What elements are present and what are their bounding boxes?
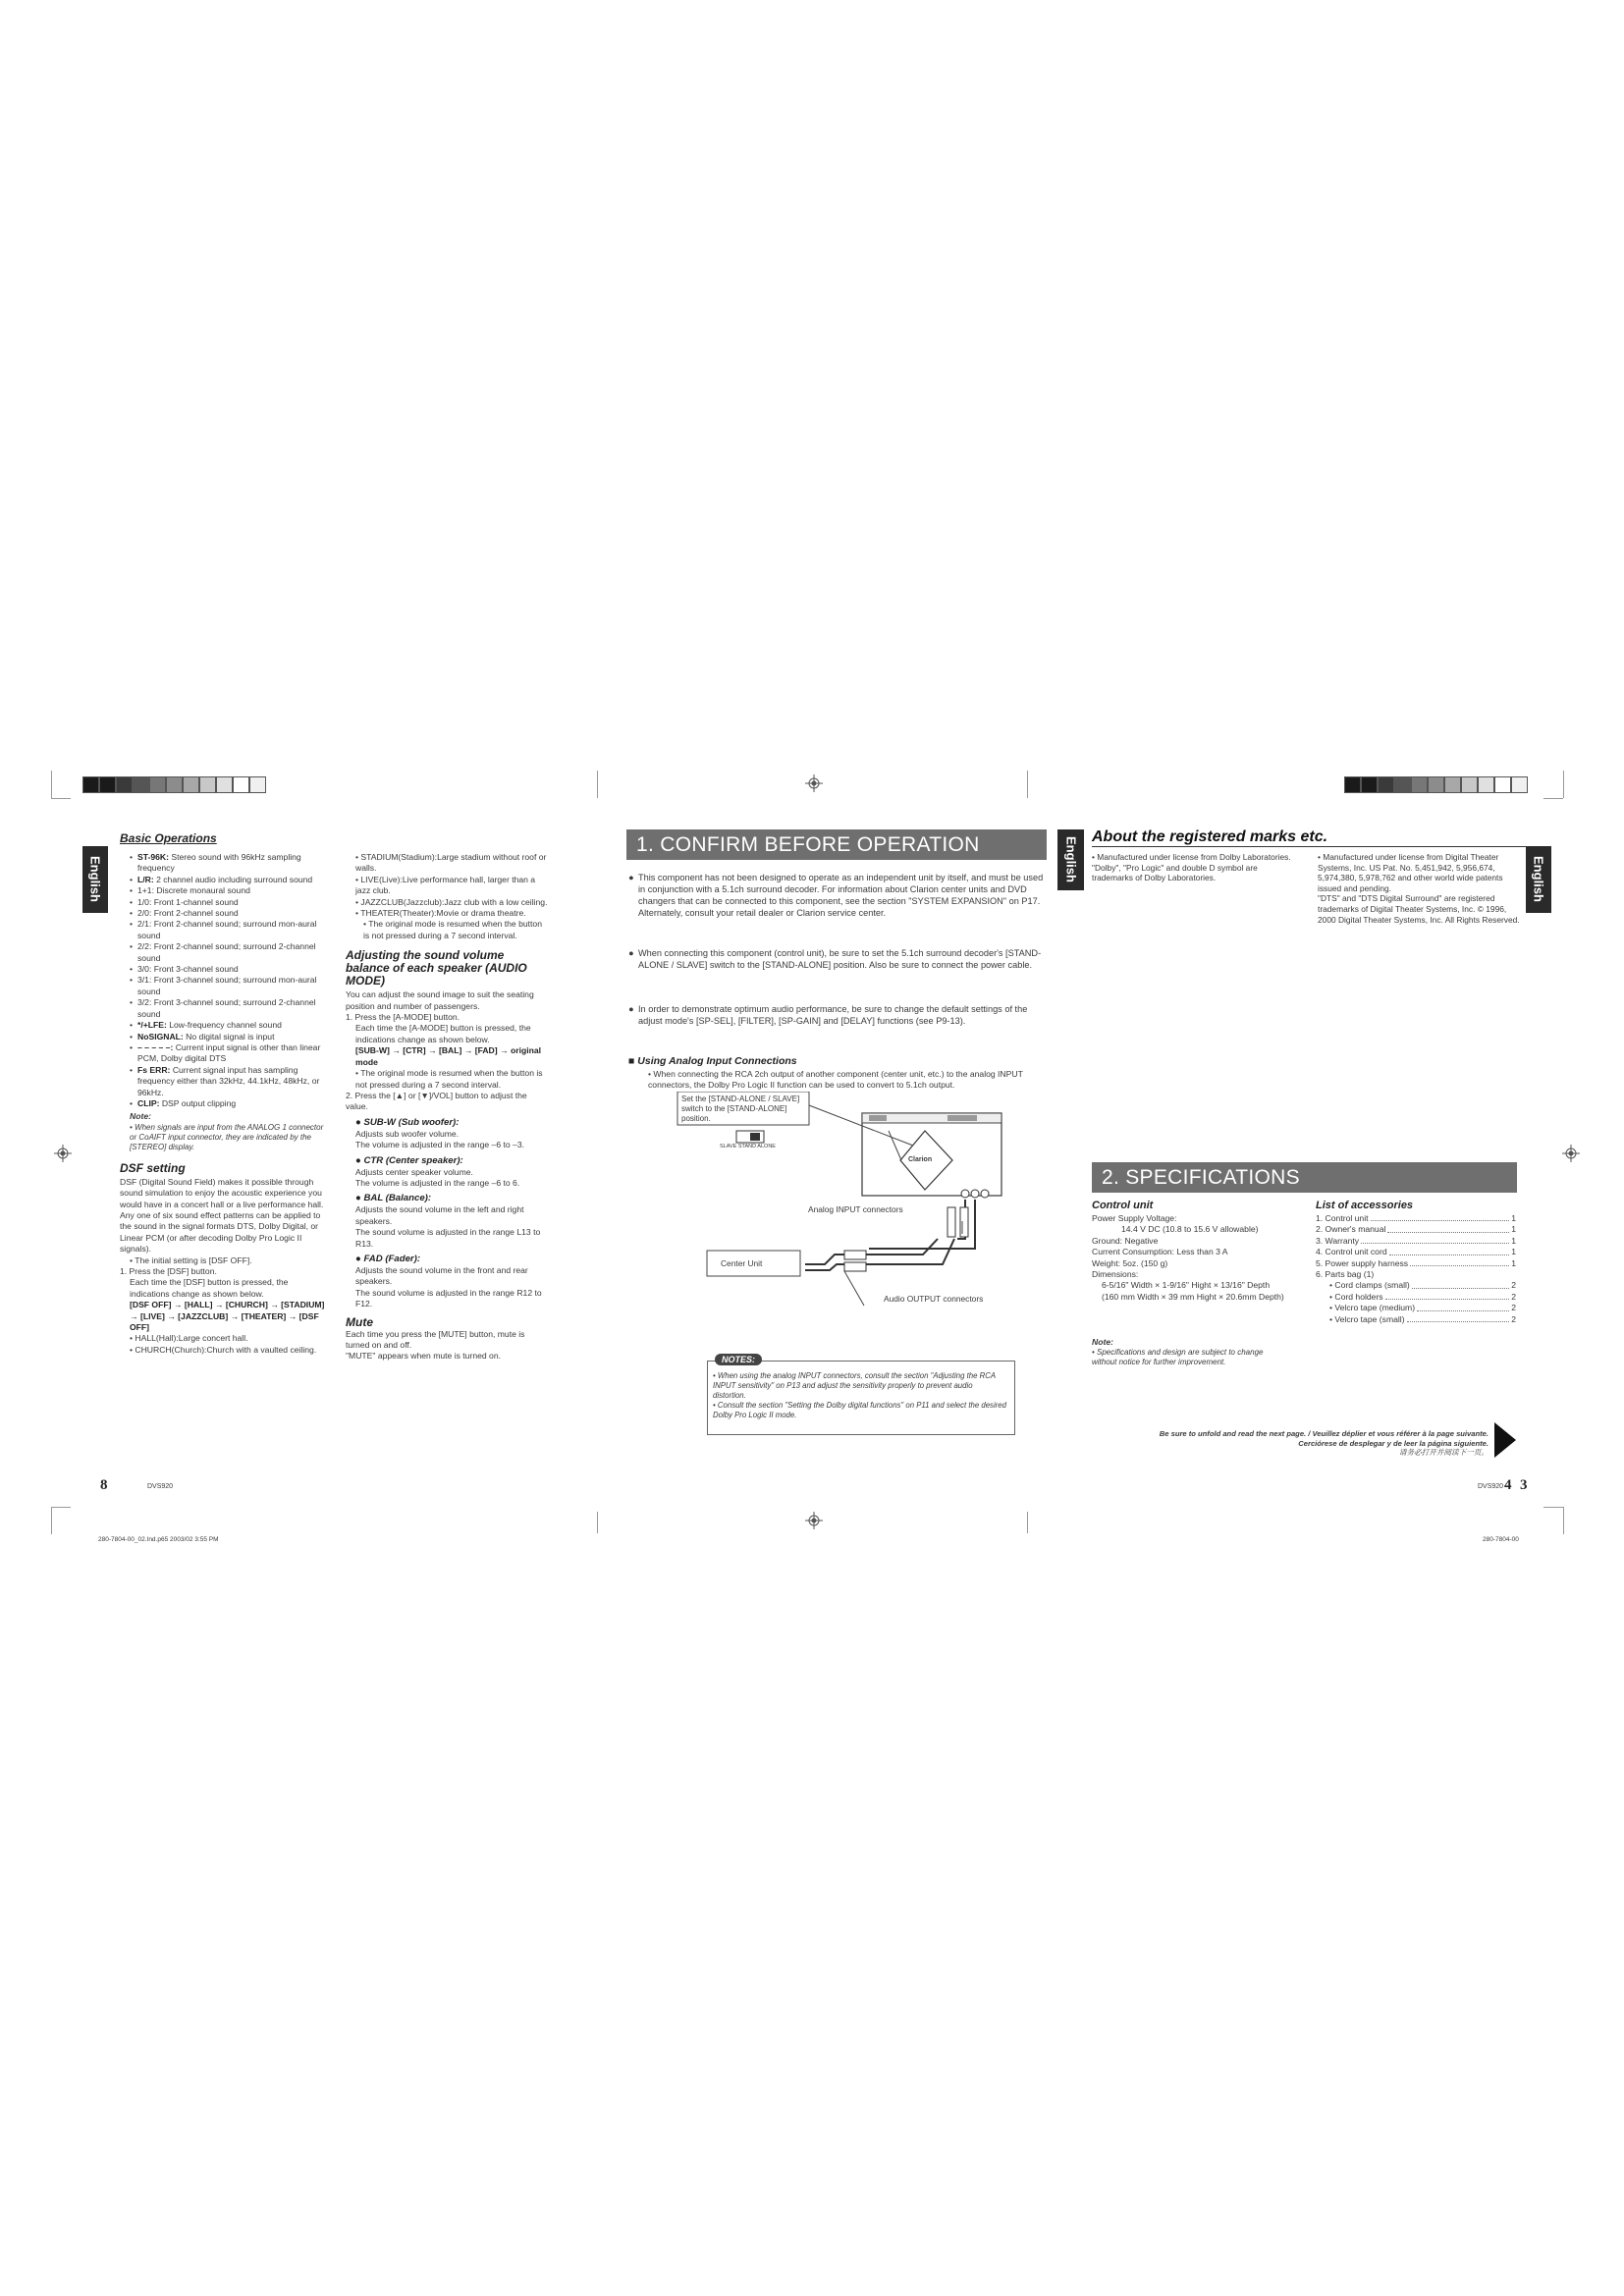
control-unit-specs [1092,1213,1298,1303]
registered-marks-title: About the registered marks etc. [1092,828,1328,845]
dsf-text-2: Any one of six sound effect patterns can be applied to the sound in the signal formats DTS, Dolby Digital, or Linear PCM (or after decoding Dolby Pro Logic II signals). [120,1209,321,1255]
spec-line: (160 mm Width × 39 mm Hight × 20.6mm Depth) [1102,1291,1284,1302]
display-indicator-item: • */+LFE: Low-frequency channel sound [130,1020,282,1031]
registered-mark-text: "DTS" and "DTS Digital Surround" are registered trademarks of Digital Theater Systems, Inc. © 1996, 2000 Digital Theater Systems, Inc. All Rights Reserved. [1318,893,1520,925]
page-number: 8 [100,1477,108,1493]
accessory-row: 1. Control unit 1 [1316,1213,1516,1223]
crop-mark [597,1512,598,1533]
left-colorbar [82,776,266,791]
dsf-mode-item: • The original mode is resumed when the button is not pressed during a 7 second interval. [363,919,542,940]
spec-line: Current Consumption: Less than 3 A [1092,1247,1228,1257]
diagram-brand: Clarion [908,1156,933,1163]
audio-mode-step-2: 2. Press the [▲] or [▼]/VOL] button to adjust the value. [346,1090,527,1112]
spec-line: Ground: Negative [1092,1235,1159,1246]
ctr-line-2: The volume is adjusted in the range –6 to 6. [355,1177,520,1188]
audio-mode-title: Adjusting the sound volume balance of each speaker (AUDIO MODE) [346,948,527,988]
accessory-row: • Velcro tape (medium) 2 [1329,1303,1516,1313]
accessory-row: • Cord clamps (small) 2 [1329,1280,1516,1291]
label-audio-output: Audio OUTPUT connectors [884,1294,984,1304]
p8-column-1 [120,852,328,1356]
crop-mark [51,1507,52,1534]
registration-mark-icon [1562,1145,1580,1162]
label-center-unit: Center Unit [721,1258,763,1268]
crop-mark [1563,1507,1564,1534]
accessory-row: 5. Power supply harness 1 [1316,1257,1516,1268]
color-swatch [1511,776,1528,793]
display-indicator-item: • 1/0: Front 1-channel sound [130,896,239,907]
dsf-step-1b: Each time the [DSF] button is pressed, the indications change as shown below. [130,1277,289,1299]
display-indicator-item: • 3/2: Front 3-channel sound; surround 2-channel sound [130,997,316,1019]
spec-line: 6-5/16" Width × 1-9/16" Hight × 13/16" Depth [1102,1280,1271,1291]
note-item: • Consult the section "Setting the Dolby digital functions" on P11 and select the desired Dolby Pro Logic II mode. [713,1401,1006,1419]
audio-mode-original: • The original mode is resumed when the button is not pressed during a 7 second interval. [355,1068,543,1090]
registered-mark-text: "Dolby", "Pro Logic" and double D symbol are trademarks of Dolby Laboratories. [1092,862,1258,883]
accessory-row: 2. Owner's manual 1 [1316,1224,1516,1235]
dsf-sequence: [DSF OFF] → [HALL] → [CHURCH] → [STADIUM] → [LIVE] → [JAZZCLUB] → [THEATER] → [DSF OFF] [130,1300,325,1333]
audio-mode-text: You can adjust the sound image to suit the seating position and number of passengers. [346,989,534,1011]
bal-heading: ● BAL (Balance): [355,1193,432,1204]
unfold-note: Be sure to unfold and read the next page. / Veuillez déplier et vous référer à la page suivante. Cerciórese de desplegar y de leer la página siguiente. 请务必打开并阅读下一页。 [1159,1429,1489,1458]
model-number: DVS920 [147,1483,174,1490]
page-number: 4 [1504,1477,1512,1493]
color-swatch [249,776,266,793]
accessory-row: • Velcro tape (small) 2 [1329,1313,1516,1324]
bal-line-2: The sound volume is adjusted in the range L13 to R13. [355,1227,541,1249]
crop-mark [51,1507,71,1508]
bal-line-1: Adjusts the sound volume in the left and right speakers. [355,1204,524,1226]
accessory-row: • Cord holders 2 [1329,1291,1516,1302]
label-analog-input: Analog INPUT connectors [808,1204,903,1214]
registered-mark-text: • Manufactured under license from Dolby Laboratories. [1092,852,1291,862]
p4-paragraph-3: ● In order to demonstrate optimum audio performance, be sure to change the default settings of the adjust mode's [SP-SEL], [FILTER], [SP-GAIN] and [DELAY] functions (see P9-13). [628,1004,1028,1026]
fad-heading: ● FAD (Fader): [355,1253,421,1264]
color-swatch [216,776,233,793]
note-text: • When signals are input from the ANALOG 1 connector or CoAIFT input connector, they are indicated by the [STEREO] display. [130,1122,324,1151]
color-swatch [1411,776,1428,793]
side-tab: English [82,846,108,913]
color-swatch [199,776,216,793]
spec-line: 14.4 V DC (10.8 to 15.6 V allowable) [1121,1224,1259,1235]
dsf-mode-item: • LIVE(Live):Live performance hall, larger than a jazz club. [355,874,536,896]
mute-heading: Mute [346,1314,373,1329]
audio-mode-step-1b: Each time the [A-MODE] button is pressed, the indications change as shown below. [355,1023,531,1044]
model-number: DVS920 [1478,1483,1504,1490]
page-banner: 1. CONFIRM BEFORE OPERATION [626,829,1047,860]
dsf-mode-item: • THEATER(Theater):Movie or drama theatre. [355,908,526,919]
next-page-arrow-icon [1494,1422,1516,1458]
dsf-mode-item: • JAZZCLUB(Jazzclub):Jazz club with a low ceiling. [355,896,548,907]
side-tab: English [1057,829,1084,890]
accessory-row: 3. Warranty 1 [1316,1235,1516,1246]
mute-line-2: "MUTE" appears when mute is turned on. [346,1351,501,1362]
crop-mark [1027,771,1028,798]
crop-mark [597,771,598,798]
analog-title: ■ Using Analog Input Connections [628,1055,797,1067]
subw-line-1: Adjusts sub woofer volume. [355,1128,460,1139]
color-swatch [183,776,199,793]
right-colorbar [1344,776,1528,791]
crop-mark [1543,798,1563,799]
color-swatch [99,776,116,793]
color-swatch [133,776,149,793]
footer-code-left: 280-7804-00_02.Ind.p65 2003/02 3:55 PM [98,1536,219,1543]
subw-line-2: The volume is adjusted in the range –6 to –3. [355,1140,524,1150]
display-indicator-item: • 1+1: Discrete monaural sound [130,885,250,896]
color-swatch [1394,776,1411,793]
spec-note-text: • Specifications and design are subject to change without notice for further improvement. [1092,1348,1264,1366]
notes-list [713,1371,1007,1420]
dsf-initial: • The initial setting is [DSF OFF]. [130,1255,252,1265]
color-swatch [233,776,249,793]
crop-mark [51,798,71,799]
dsf-title: DSF setting [120,1160,186,1175]
color-swatch [1378,776,1394,793]
diagram-switch-labels: SLAVE STAND ALONE [720,1144,776,1149]
accessory-row: 4. Control unit cord 1 [1316,1247,1516,1257]
dsf-text: DSF (Digital Sound Field) makes it possible through sound simulation to enjoy the acoustic experience you would have in a concert hall or a live performance hall. [120,1176,324,1209]
display-indicator-item: • 2/1: Front 2-channel sound; surround mon-aural sound [130,919,317,940]
fad-line-1: Adjusts the sound volume in the front and rear speakers. [355,1264,528,1287]
crop-mark [1543,1507,1563,1508]
reg-right [1318,852,1522,925]
ctr-heading: ● CTR (Center speaker): [355,1154,463,1166]
dsf-mode-item: • STADIUM(Stadium):Large stadium without roof or walls. [355,852,547,874]
color-swatch [1428,776,1444,793]
dsf-church: • CHURCH(Church):Church with a vaulted ceiling. [130,1344,317,1355]
registration-mark-icon [54,1145,72,1162]
specifications-banner: 2. SPECIFICATIONS [1092,1162,1517,1193]
color-swatch [1478,776,1494,793]
display-indicator-item: • 3/0: Front 3-channel sound [130,964,239,975]
crop-mark [1027,1512,1028,1533]
analog-text: • When connecting the RCA 2ch output of another component (center unit, etc.) to the analog INPUT connectors, the Dolby Pro Logic II function can be used to convert to 5.1ch output. [648,1069,1023,1091]
spec-note-label: Note: [1092,1337,1113,1347]
crop-mark [51,771,52,798]
accessories-title: List of accessories [1316,1200,1414,1211]
color-swatch [166,776,183,793]
title-underline [1092,846,1526,847]
fad-line-2: The sound volume is adjusted in the range R12 to F12. [355,1287,542,1309]
registration-mark-icon [805,1512,823,1529]
display-indicator-item: • L/R: 2 channel audio including surround sound [130,874,313,884]
diagram-callout: Set the [STAND-ALONE / SLAVE] switch to the [STAND-ALONE] position. [681,1095,800,1123]
spec-line: Dimensions: [1092,1269,1139,1280]
color-swatch [1461,776,1478,793]
mute-line-1: Each time you press the [MUTE] button, mute is turned on and off. [346,1328,525,1350]
color-swatch [82,776,99,793]
p4-paragraph-1: ● This component has not been designed to operate as an independent unit by itself, and must be used in conjunction with a 5.1ch surround decoder. For information about Clarion center units and DVD changers that can be connected to this component, see the section "SYSTEM EXPANSION" on P17. Alternately, consult your retail dealer or Clarion service center. [628,873,1044,918]
display-indicator-item: • 2/0: Front 2-channel sound [130,908,239,919]
spec-line: Power Supply Voltage: [1092,1213,1177,1223]
ctr-line-1: Adjusts center speaker volume. [355,1166,473,1177]
dsf-hall: • HALL(Hall):Large concert hall. [130,1333,248,1344]
note-item: • When using the analog INPUT connectors, consult the section "Adjusting the RCA INPUT sensitivity" on P13 and adjust the sensitivity properly to prevent audio distortion. [713,1371,996,1400]
display-indicator-item: • Fs ERR: Current signal input has sampling frequency either than 32kHz, 44.1kHz, 48kHz, or 96kHz. [130,1064,320,1097]
display-indicator-item: • ST-96K: Stereo sound with 96kHz sampling frequency [130,852,301,874]
subw-heading: ● SUB-W (Sub woofer): [355,1116,460,1128]
accessory-row: 6. Parts bag (1) [1316,1269,1375,1280]
color-swatch [1344,776,1361,793]
color-swatch [1444,776,1461,793]
registered-mark-text: • Manufactured under license from Digital Theater Systems, Inc. US Pat. No. 5,451,942, 5,956,674, 5,974,380, 5,978,762 and other world wide patents issued and pending. [1318,852,1503,893]
section-title: Basic Operations [120,831,217,845]
footer-code-right: 280-7804-00 [1483,1536,1519,1543]
note-label: Note: [130,1111,151,1122]
notes-tag: NOTES: [715,1354,762,1365]
color-swatch [116,776,133,793]
color-swatch [149,776,166,793]
audio-mode-step-1: 1. Press the [A-MODE] button. [346,1012,460,1023]
p8-column-2 [346,852,550,1362]
display-indicator-item: • 3/1: Front 3-channel sound; surround mon-aural sound [130,975,317,996]
page-number: 3 [1520,1477,1528,1493]
audio-mode-sequence: [SUB-W] → [CTR] → [BAL] → [FAD] → original mode [355,1045,542,1067]
display-indicator-item: • CLIP: DSP output clipping [130,1097,237,1108]
control-unit-title: Control unit [1092,1200,1154,1211]
side-tab: English [1526,846,1551,913]
color-swatch [1361,776,1378,793]
accessories-list [1316,1213,1516,1325]
display-indicator-item: • – – – – –: Current input signal is other than linear PCM, Dolby digital DTS [130,1041,321,1064]
registration-mark-icon [805,774,823,792]
spec-line: Weight: 5oz. (150 g) [1092,1257,1168,1268]
color-swatch [1494,776,1511,793]
dsf-step-1: 1. Press the [DSF] button. [120,1266,217,1276]
reg-left [1092,852,1300,883]
display-indicator-item: • NoSIGNAL: No digital signal is input [130,1031,275,1041]
p4-paragraph-2: ● When connecting this component (control unit), be sure to set the 5.1ch surround decoder's [STAND-ALONE / SLAVE] switch to the [STAND-ALONE] position. Also be sure to connect the power cable. [628,948,1042,970]
connection-diagram [668,1092,1021,1352]
display-indicator-item: • 2/2: Front 2-channel sound; surround 2-channel sound [130,941,316,963]
crop-mark [1563,771,1564,798]
